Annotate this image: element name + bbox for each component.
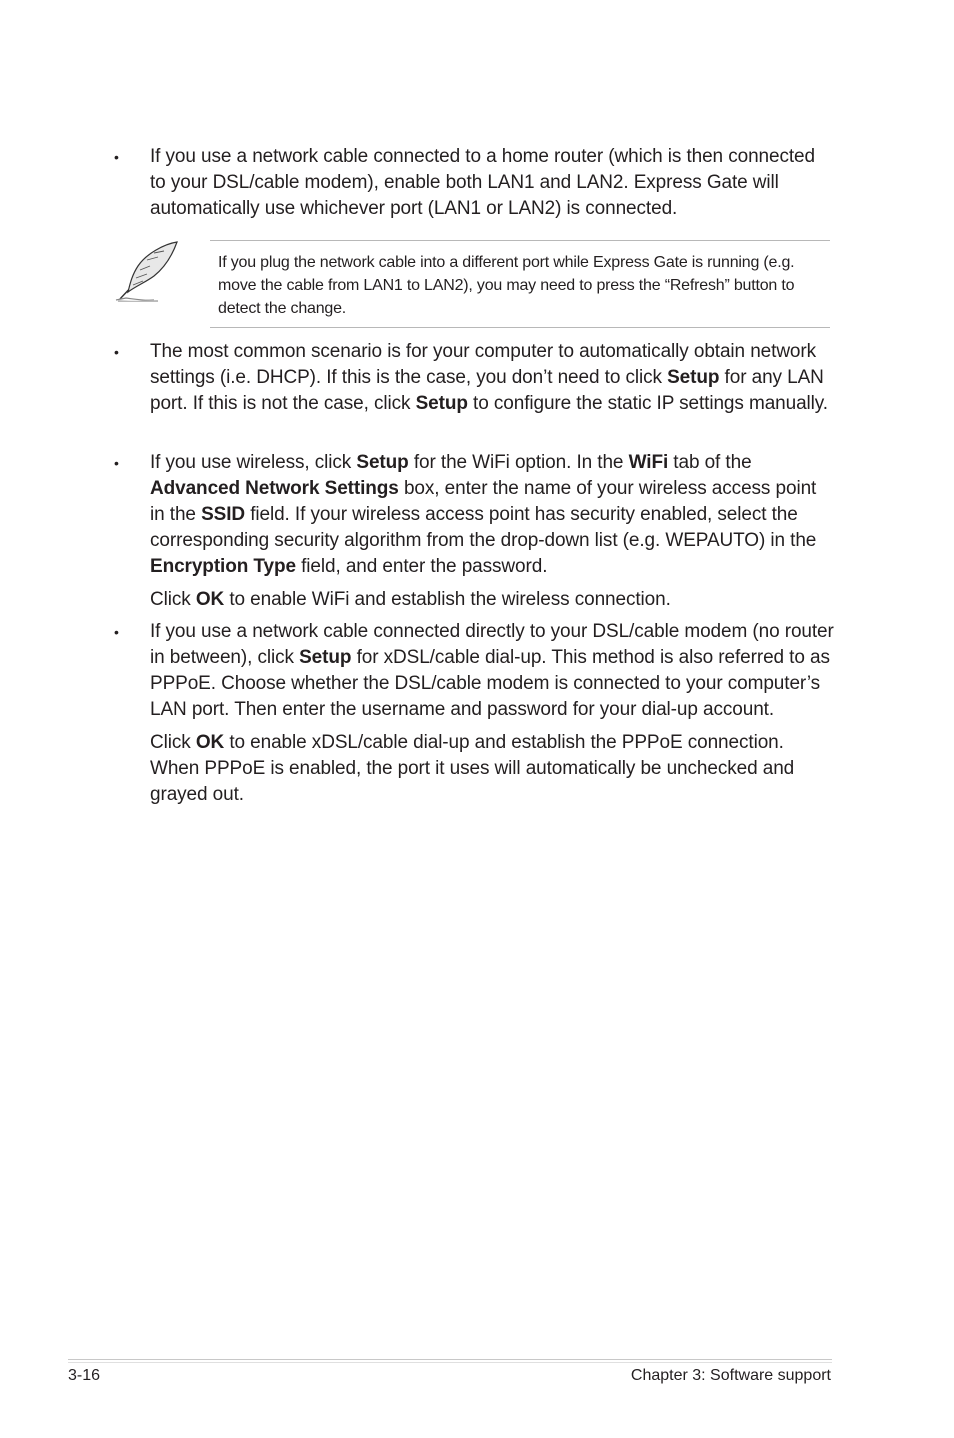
bullet-text	[150, 339, 834, 417]
paragraph	[150, 450, 834, 580]
text-run: for xDSL/cable dial-up. This method is also referred to as PPPoE. Choose whether the DSL/cable modem is connected to your computer’s LAN port. Then enter the username and password for your dial-up account.	[150, 647, 830, 720]
note-content	[210, 240, 830, 328]
feather-pen-icon	[114, 240, 180, 302]
text-run: Click	[150, 589, 196, 610]
bullet-symbol: •	[114, 624, 119, 640]
bold-term: Setup	[356, 452, 409, 473]
bold-term: Setup	[415, 393, 468, 414]
text-run: Click	[150, 732, 196, 753]
paragraph	[150, 144, 834, 222]
paragraph	[150, 339, 834, 417]
bullet-item-pppoe	[114, 619, 834, 808]
bullet-text	[150, 450, 834, 613]
text-run: to configure the static IP settings manually.	[467, 393, 828, 414]
text-run: If you use a network cable connected to a home router (which is then connected to your DSL/cable modem), enable both LAN1 and LAN2. Express Gate will automatically use whichever port (LAN1 or LAN2) is connected.	[150, 146, 815, 219]
bold-term: SSID	[201, 504, 246, 525]
text-run: to enable xDSL/cable dial-up and establish the PPPoE connection. When PPPoE is enabled, the port it uses will automatically be unchecked and grayed out.	[150, 732, 795, 805]
page-number: 3-16	[68, 1367, 101, 1384]
bullet-item-lan-router	[114, 144, 834, 222]
paragraph	[150, 619, 834, 723]
text-run: If you use wireless, click	[150, 452, 357, 473]
text-run: to enable WiFi and establish the wireless connection.	[224, 589, 671, 610]
bullet-item-dhcp	[114, 339, 834, 417]
paragraph-followup	[150, 730, 834, 808]
bold-term: Setup	[667, 367, 720, 388]
bold-term: WiFi	[628, 452, 669, 473]
text-run: for any LAN port. If this is not the case, click	[150, 367, 824, 414]
note-box	[110, 238, 832, 328]
text-run: box, enter the name of your wireless access point in the	[150, 478, 817, 525]
bullet-text	[150, 144, 834, 222]
chapter-title: Chapter 3: Software support	[630, 1367, 831, 1384]
bold-term: OK	[195, 732, 225, 753]
text-run: for the WiFi option. In the	[408, 452, 629, 473]
bold-term: Setup	[299, 647, 352, 668]
bullet-symbol: •	[114, 344, 119, 360]
bullet-symbol: •	[114, 455, 119, 471]
bold-term: Encryption Type	[150, 556, 296, 577]
bullet-symbol: •	[114, 149, 119, 165]
bold-term: Advanced Network Settings	[150, 478, 399, 499]
text-run: field. If your wireless access point has security enabled, select the corresponding security algorithm from the drop-down list (e.g. WEPAUTO) in the	[150, 504, 817, 551]
text-run: If you use a network cable connected directly to your DSL/cable modem (no router in between), click	[150, 621, 834, 668]
paragraph-followup	[150, 587, 834, 613]
bullet-text	[150, 619, 834, 808]
text-run: The most common scenario is for your computer to automatically obtain network settings (i.e. DHCP). If this is the case, you don’t need to click	[150, 341, 817, 388]
text-run: field, and enter the password.	[295, 556, 548, 577]
note-text: If you plug the network cable into a different port while Express Gate is running (e.g. move the cable from LAN1 to LAN2), you may need to press the “Refresh” button to detect the change.	[218, 254, 795, 317]
text-run: tab of the	[668, 452, 752, 473]
bullet-item-wireless	[114, 450, 834, 613]
bold-term: OK	[195, 589, 225, 610]
footer-divider	[68, 1359, 832, 1363]
